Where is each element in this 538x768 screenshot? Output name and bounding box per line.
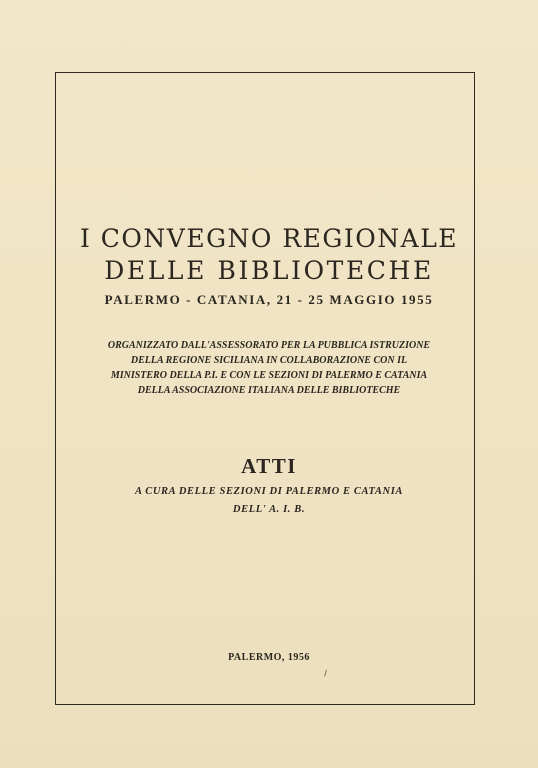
organizer-paragraph [62, 338, 476, 398]
editor-credit [0, 483, 538, 519]
cover-title-line-1: I CONVEGNO REGIONALE [79, 224, 459, 253]
organizer-line: MINISTERO DELLA P.I. E CON LE SEZIONI DI PALERMO E CATANIA [110, 370, 428, 381]
cover-subtitle: PALERMO - CATANIA, 21 - 25 MAGGIO 1955 [104, 292, 434, 307]
imprint: PALERMO, 1956 [228, 652, 310, 663]
organizer-line: ORGANIZZATO DALL'ASSESSORATO PER LA PUBBLICA ISTRUZIONE [107, 340, 431, 351]
organizer-line: DELLA ASSOCIAZIONE ITALIANA DELLE BIBLIOTECHE [137, 385, 401, 396]
editor-line: DELL' A. I. B. [232, 504, 306, 515]
organizer-line: DELLA REGIONE SICILIANA IN COLLABORAZIONE CON IL [130, 355, 408, 366]
cover-heading: ATTI [241, 454, 297, 478]
cover-title-line-2: DELLE BIBLIOTECHE [104, 256, 434, 285]
editor-line: A CURA DELLE SEZIONI DI PALERMO E CATANIA [134, 486, 403, 497]
